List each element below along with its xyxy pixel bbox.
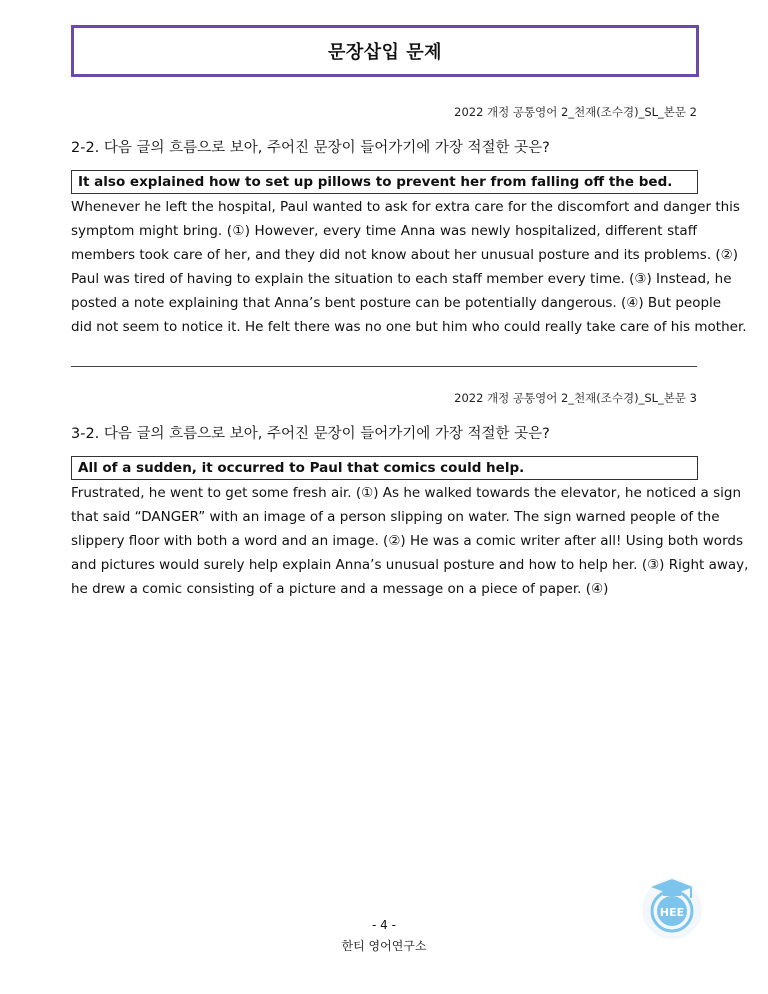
given-sentence-box — [71, 170, 698, 194]
passage-line: Frustrated, he went to get some fresh air. (①) As he walked towards the elevator, he noticed a sign — [71, 485, 741, 501]
source-label: 2022 개정 공통영어 2_천재(조수경)_SL_본문 3 — [454, 391, 697, 405]
passage-line: did not seem to notice it. He felt there was no one but him who could really take care of his mother. — [71, 319, 747, 335]
passage-line: he drew a comic consisting of a picture and a message on a piece of paper. (④) — [71, 581, 609, 597]
given-sentence-box — [71, 456, 698, 480]
passage-line: members took care of her, and they did not know about her unusual posture and its problems. (②) — [71, 247, 739, 263]
page-number: - 4 - — [372, 918, 396, 932]
organization-name: 한티 영어연구소 — [341, 939, 427, 953]
passage-line: Whenever he left the hospital, Paul wanted to ask for extra care for the discomfort and danger this — [71, 199, 740, 215]
passage-line: symptom might bring. (①) However, every time Anna was newly hospitalized, different staff — [71, 223, 697, 239]
passage-line: slippery floor with both a word and an image. (②) He was a comic writer after all! Using both words — [71, 533, 743, 549]
passage-line: and pictures would surely help explain Anna’s unusual posture and how to help her. (③) Right away, — [71, 557, 749, 573]
passage-line: posted a note explaining that Anna’s bent posture can be potentially dangerous. (④) But people — [71, 295, 722, 311]
passage — [71, 481, 749, 601]
given-sentence: It also explained how to set up pillows to prevent her from falling off the bed. — [78, 174, 673, 190]
institute-logo — [633, 871, 711, 943]
passage-line: that said “DANGER” with an image of a person slipping on water. The sign warned people of the — [71, 509, 720, 525]
page-title: 문장삽입 문제 — [327, 42, 443, 63]
section-divider — [71, 366, 697, 367]
given-sentence: All of a sudden, it occurred to Paul that comics could help. — [78, 460, 525, 476]
logo-text: HEE — [659, 906, 685, 919]
question-text: 2-2. 다음 글의 흐름으로 보아, 주어진 문장이 들어가기에 가장 적절한 곳은? — [71, 140, 550, 156]
passage — [71, 195, 747, 339]
title-box — [71, 25, 699, 77]
question-text: 3-2. 다음 글의 흐름으로 보아, 주어진 문장이 들어가기에 가장 적절한 곳은? — [71, 426, 550, 442]
source-label: 2022 개정 공통영어 2_천재(조수경)_SL_본문 2 — [454, 105, 697, 119]
passage-line: Paul was tired of having to explain the situation to each staff member every time. (③) Instead, he — [71, 271, 732, 287]
